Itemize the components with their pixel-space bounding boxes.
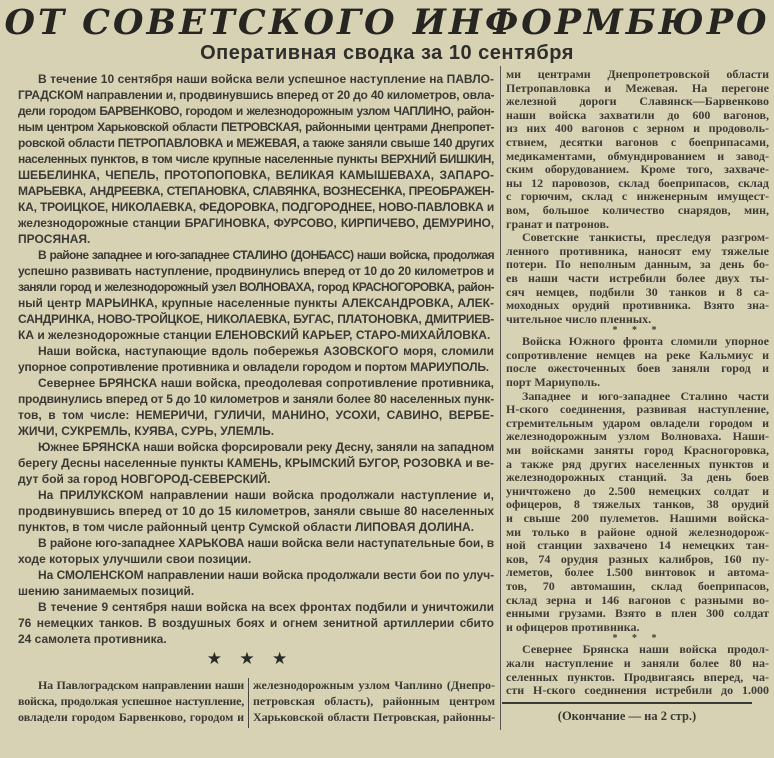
text-line: Харьковской области Петровская, районны- (253, 710, 495, 724)
separator-asterisks: * * * (612, 634, 663, 644)
text-line: стремительным ударом овладели городом и (506, 416, 769, 430)
text-line: и офицеров противника. (506, 620, 640, 634)
text-line: ный центр МАРЬИНКА, крупные населенные пункты АЛЕКСАНДРОВКА, АЛЕК- (18, 296, 494, 310)
text-line: и свыше 200 пулеметов. Нашими войска- (506, 512, 769, 525)
text-line: вом, большое количество снарядов, мин, (506, 203, 769, 217)
text-line: гранат и патронов. (506, 217, 609, 231)
paragraph (18, 677, 244, 725)
text-line: Южнее БРЯНСКА наши войска форсировали реку Десну, заняли на западном (38, 440, 494, 454)
paragraph (18, 247, 494, 343)
text-line: ев наши части истребили более двух ты- (506, 271, 769, 285)
text-line: ми только в районе одной железнодорож- (506, 525, 769, 539)
text-line: тов, 70 автомашин, склад боеприпасов, (506, 579, 769, 593)
paragraph (253, 677, 495, 725)
text-line: На ПРИЛУКСКОМ направлении наши войска продолжали наступление и, (38, 488, 494, 502)
text-line: пунктов, в том числе районный центр Сумской области ЛИПОВАЯ ДОЛИНА. (18, 520, 475, 534)
text-line: ны 12 паровозов, склад боеприпасов, склад (506, 176, 769, 190)
article-left-subcolumn (18, 677, 244, 725)
text-line: моходных орудий противника. Взято зна- (506, 299, 769, 313)
text-line: На Павлоградском направлении наши (38, 678, 244, 692)
text-line: Н-ского соединения, развивая наступление, (506, 403, 769, 417)
paragraph (18, 71, 494, 247)
text-line: сяч немцев, подбили 30 танков и 8 са- (506, 285, 769, 299)
text-line: В районе юго-западнее ХАРЬКОВА наши войска вели наступательные бои, в (38, 536, 494, 550)
paragraph (506, 335, 769, 389)
paragraph (18, 599, 494, 647)
text-line: успешно развивать наступление, продвинулись вперед от 10 до 20 километров и (18, 264, 494, 278)
text-line: леметов, более 1.500 винтовок и автома- (506, 566, 769, 580)
text-line: железной дороги Славянск—Барвенково (506, 95, 769, 109)
text-line: наши войска захватили до 600 вагонов, (506, 108, 769, 122)
paragraph (506, 643, 769, 697)
text-line: ским оборудованием. Кроме того, захваче- (506, 163, 769, 177)
text-line: продвинувшись вперед от 10 до 15 километров, заняли свыше 80 населенных (18, 504, 494, 518)
text-line: ЖИЧИ, СУКРЕМЛЬ, КУЯВА, СУРЬ, УЛЕМЛЬ. (18, 424, 275, 438)
article-right-subcolumn (253, 677, 495, 725)
text-line: В течение 10 сентября наши войска вели успешное наступление на ПАВЛО- (38, 72, 494, 86)
text-line: железнодорожные станции БРАГИНОВКА, ФУРСОВО, КИРПИЧЕВО, ДЕМУРИНО, (18, 216, 494, 230)
text-line: из них 400 вагонов с зерном и продоволь- (506, 122, 769, 136)
column-end-rule (502, 702, 752, 704)
text-line: Петропавловка и Межевая. На перегоне (506, 81, 769, 95)
text-line: КА и железнодорожные станции ЕЛЕНОВСКИЙ КАРЬЕР, СТАРО-МИХАЙЛОВКА. (18, 328, 491, 342)
text-line: тов, в том числе: НЕМЕРИЧИ, ГУЛИЧИ, МАНИНО, УСОХИ, САВИНО, ВЕРБЕ- (18, 408, 494, 422)
text-line: войска, продолжая успешное наступление, (18, 694, 244, 708)
subcolumn-divider (248, 678, 249, 728)
text-line: петровская область), районным центром (253, 694, 495, 708)
text-line: КА, ТРОИЦКОЕ, НИКОЛАЕВКА, ФЕДОРОВКА, ПОДГОРОДНЕЕ, НОВО-ПАВЛОВКА и (18, 200, 494, 214)
separator-asterisks: * * * (612, 326, 663, 336)
text-line: САНДРИНКА, НОВО-ТРОЙЦКОЕ, НИКОЛАЕВКА, БУГАС, ПЛАТОНОВКА, ДМИТРИЕВ- (18, 312, 494, 326)
text-line: шению занимаемых позиций. (18, 584, 195, 598)
text-line: овладели городом Барвенково, городом и (18, 710, 244, 724)
text-line: жали наступление и заняли более 80 на- (506, 656, 769, 670)
text-line: заняли город и железнодорожный узел ВОЛНОВАХА, город КРАСНОГОРОВКА, район- (18, 280, 494, 294)
text-line: ми войсками заняты город Красногоровка, (506, 444, 769, 458)
paragraph (18, 487, 494, 535)
paragraph (506, 231, 769, 326)
text-line: с горючим, склад с инженерным имущест- (506, 190, 769, 204)
text-line: Войска Южного фронта сломили упорное (522, 335, 769, 349)
article-continuation-column (506, 68, 769, 698)
section-separator-stars: ★ ★ ★ (206, 649, 294, 669)
paragraph (18, 439, 494, 487)
text-line: уничтожено до 2.500 немецких солдат и (506, 484, 769, 498)
text-line: ной станции захвачено 14 немецких тан- (506, 539, 769, 553)
text-line: Западнее и юго-западнее Сталино части (522, 389, 769, 403)
text-line: 76 немецких танков. В воздушных боях и огнем зенитной артиллерии сбито (18, 616, 494, 630)
text-line: склад зерна и 146 вагонов с разными во- (506, 593, 769, 607)
text-line: ков, 74 орудия разных калибров, 160 пу- (506, 552, 769, 566)
text-line: упорное сопротивление противника и овладели городом и портом МАРИУПОЛЬ. (18, 360, 489, 374)
text-line: МАРЬЕВКА, АНДРЕЕВКА, СТЕПАНОВКА, СЛАВЯНКА, ВОЗНЕСЕНКА, ПРЕОБРАЖЕН- (18, 184, 494, 198)
text-line: продвинулись вперед от 5 до 10 километров и заняли более 80 населенных пунк- (18, 392, 494, 406)
text-line: порт Мариуполь. (506, 376, 601, 390)
text-line: Севернее Брянска наши войска продол- (522, 643, 769, 657)
text-line: железнодорожным узлом Чаплино (Днепро- (253, 678, 495, 692)
continuation-note: (Окончание — на 2 стр.) (557, 709, 697, 723)
text-line: железнодорожным узлом Волноваха. Наши- (506, 430, 769, 444)
text-line: сти Н-ского соединения истребили до 1.000 (506, 684, 769, 698)
text-line: ходе которых улучшили свои позиции. (18, 552, 252, 566)
text-line: селенных пунктов. Продвигаясь вперед, ча- (506, 670, 769, 684)
text-line: офицеров, 8 тяжелых танков, 38 орудий (506, 498, 769, 512)
text-line: железнодорожных станций. За день боев (506, 471, 769, 485)
text-line: чительное число пленных. (506, 312, 652, 326)
paragraph (506, 68, 769, 231)
text-line: ГРАДСКОМ направлении и, продвинувшись вперед от 20 до 40 километров, овла- (18, 88, 494, 102)
text-line: ленного противника, наносят ему тяжелые (506, 244, 769, 258)
text-line: енными грузами. Взято в плен 300 солдат (506, 607, 769, 621)
main-report-column (18, 71, 494, 647)
text-line: ствием, десятки вагонов с боеприпасами, (506, 135, 769, 149)
text-line: дут бой за город НОВГОРОД-СЕВЕРСКИЙ. (18, 472, 271, 486)
paragraph (18, 535, 494, 567)
text-line: Севернее БРЯНСКА наши войска, преодолевая сопротивление противника, (38, 376, 494, 390)
text-line: ми центрами Днепропетровской области (506, 68, 769, 81)
text-line: Наши войска, наступающие вдоль побережья АЗОВСКОГО моря, сломили (38, 344, 494, 358)
text-line: ПРОСЯНАЯ. (18, 232, 91, 246)
text-line: после ожесточенных боев заняли город и (506, 362, 769, 376)
text-line: а также ряд других населенных пунктов и (506, 457, 769, 471)
text-line: берегу Десны населенные пункты КАМЕНЬ, КРЫМСКИЙ БУГОР, РОЗОВКА и ве- (18, 456, 494, 470)
text-line: населенных пунктов, в том числе крупные населенные пункты ВЕРХНИЙ БИШКИН, (18, 152, 494, 166)
text-line: дели городом БАРВЕНКОВО, городом и железнодорожным узлом ЧАПЛИНО, район- (18, 104, 494, 118)
text-line: ным центром Харьковской области ПЕТРОВСКАЯ, районными центрами Днепропет- (18, 120, 494, 134)
paragraph (18, 375, 494, 439)
paragraph (18, 567, 494, 599)
column-divider (500, 66, 501, 730)
paragraph (506, 390, 769, 635)
text-line: ровской области ПЕТРОПАВЛОВКА и МЕЖЕВАЯ, а также заняли свыше 140 других (18, 136, 494, 150)
report-subtitle: Оперативная сводка за 10 сентября (200, 42, 574, 64)
text-line: потери. По неполным данным, за день бо- (506, 258, 769, 272)
text-line: сопротивление немцев на реке Кальмиус и (506, 348, 769, 362)
paragraph (18, 343, 494, 375)
text-line: ШЕБЕЛИНКА, ЧЕПЕЛЬ, ПРОТОПОПОВКА, ВЕЛИКАЯ КАМЫШЕВАХА, ЗАПАРО- (18, 168, 494, 182)
text-line: На СМОЛЕНСКОМ направлении наши войска продолжали вести бои по улуч- (38, 568, 494, 582)
text-line: 24 самолета противника. (18, 632, 167, 646)
text-line: Советские танкисты, преследуя разгром- (522, 231, 769, 245)
newspaper-headline: ОТ СОВЕТСКОГО ИНФОРМБЮРО (4, 2, 770, 43)
text-line: В районе западнее и юго-западнее СТАЛИНО (ДОНБАСС) наши войска, продолжая (38, 248, 494, 262)
text-line: медикаментами, обмундированием и завод- (506, 149, 769, 163)
text-line: В течение 9 сентября наши войска на всех фронтах подбили и уничтожили (38, 600, 494, 614)
